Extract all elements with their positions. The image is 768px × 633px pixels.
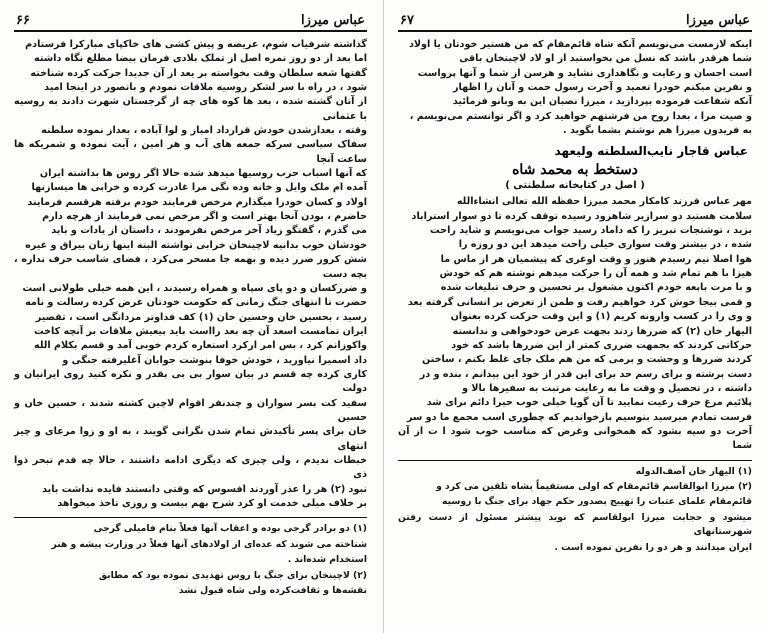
text-line: بزید ، توشتجات تبریز را که داماد رسید جواب می‌نویسم و شاید راحت xyxy=(430,225,752,237)
footnote-line: قائم‌مقام علمای عتبات را تهییج بصدور حکم جهاد برای جنگ با روسیه xyxy=(442,496,752,508)
footnotes xyxy=(398,465,752,555)
footnote-line: (۲) میرزا ابوالقاسم قائم‌مقام که اولی مستقیماً بشاه تلقین می کرد و xyxy=(436,481,752,492)
text-line: به فریدون میرزا هم نوشتم بشما بگوید . xyxy=(562,125,752,137)
footnote-line: (۱) الیهار خان آصف‌الدوله xyxy=(635,465,752,477)
footnotes xyxy=(14,522,367,598)
right-page xyxy=(384,0,768,633)
text-line: حضرت تا انتهای جنگ زمانی که حکومت خودتان عرض کرده رسالت و نامه xyxy=(25,297,367,309)
text-line: است احسان و رعایت و نگاهداری نشاید و هرسن از شما و آنها پرواست xyxy=(417,67,752,79)
text-line: آنکه شفاعت فرموده بپردازید ، میرزا نصبان این به وبانو فرمائید xyxy=(452,96,752,108)
text-line: و ضررکسان و دو پای سپاه و همراه رسیدند ، این همه خیلی طولانی است xyxy=(22,282,367,294)
text-line: می گذرم ، گفتگو زیاد آخر مرخص نفرمودند ، داستان از یادات و باید xyxy=(51,225,367,237)
footnote-line: ایران میدانند و هر دو را نفرین نموده است . xyxy=(554,541,752,553)
text-line: از آنان گشته شده ، بعد ها کوه های چه از گرجستان شهرت دادند به روسیه با عثمانی xyxy=(14,96,367,122)
text-line: خبطات ندیدم ، ولی چیزی که دیگری ادامه داشتند ، حالا چه قدم تبحر ذوا ذی xyxy=(14,454,367,481)
footnote-divider xyxy=(398,460,752,461)
text-line: که آنها اسباب حرب روسیها میدهد شده حالا اگر روس ها بداشته ایران xyxy=(39,168,367,180)
text-line: خودشان خوب بدانیه لاچینخان خرابی تواشته البته اینها زنان بیراق و غیره xyxy=(25,239,367,251)
text-line: شود ، در راه با سر لشکر روسیه ملاقات نمودم و باتصور در اینجا امید xyxy=(44,82,367,94)
body-text xyxy=(398,195,752,453)
text-line: سفید کت بسر سواران و چندنفر اقوام لاچین کشته شدند ، حسین خان و حسین xyxy=(14,397,367,423)
running-head: عباس میرزا xyxy=(686,13,750,28)
decree-title: دستخط به محمد شاه xyxy=(512,162,638,179)
footnote-line: نقشه‌ها و ثقافت‌کرده ولی شاه قبول نشد xyxy=(178,584,367,596)
text-line: و وی را در کسب وارونه کریم (۱) و این وقت حرکت کرده بعنوان xyxy=(450,311,752,323)
text-line: پلائیم مرغ حرف رعیت نمایید تا آن گویا خیلی خوب حیرا دائم برای شد xyxy=(426,397,752,409)
footnote-line: میشود و حجابت میرزا ابولقاسم که نوید پیشتر مسئول از دست رفتن شهرستانهای xyxy=(398,511,752,538)
text-line: و با مرت بابعه خودم اکنون مشغول بر تحسین و حرف تبلیغات شده xyxy=(440,282,752,294)
text-line: اولاد و کسان خودرا میگذارم مرخص فرمایند خودم برفته هرقسم فرمایند xyxy=(27,196,367,208)
body-text xyxy=(398,38,752,138)
text-line: اما بعد از دو روز نمره اصل از تملک بلادی فرمان بیضا مطلع نگاه داشته xyxy=(34,53,367,65)
text-line: سلامت هستید دو سرازیر شاهرود رسیده توقف کرده تا دو سوار استراباد xyxy=(411,210,752,222)
text-line: کاری کرده چه قسم در بیان سوار بی بی بقدر و نکره کنید روی ایرانیان و دولت xyxy=(14,368,367,395)
text-line: شده ، در بیشتر وقت سواری خیلی راحت میدهد این دو روزه را xyxy=(458,239,752,251)
text-line: و صیت مرا ، بعدا روح من فرشتهم خواهید کرد و اگر توانستم می‌نویسم ، xyxy=(409,110,752,122)
running-head: عباس میرزا xyxy=(301,13,365,28)
text-line: شش کرور ضرر دیده و بهمه جا مسحر می‌کرد ، فضای شاسب حرف نداره ، بچه دست xyxy=(14,254,367,280)
text-line: و نفرین میکنم خودرا تعمید و آخرت رسول حمت و آنان را اظهار xyxy=(452,82,752,94)
text-line: گفتها شعه سلطان وقت بخواسته بر یعد از آن جدیدا حرکت کرده شناخته xyxy=(30,67,367,79)
page-number: ۶۷ xyxy=(400,13,414,28)
text-line: سفاک سیاسی سرکه جمعه های آب و هر امین ، آیت نموده و شمریکه ها ساعت آنجا xyxy=(14,139,367,165)
left-page-header xyxy=(14,8,367,32)
footnote-line: (۱) دو برادر گرجی بوده و اعقاب آنها فعلاً بنام فامیلی گرجی xyxy=(93,523,367,535)
text-line: شما هرقدر باشد که نسل من بخواستید از او لاد لاچینخان باقی xyxy=(459,53,752,65)
text-line: دست برشته و برای رسم حد برای این قدر از خود این بیدانم ، بنده و در xyxy=(419,368,752,380)
text-line: حاضرم ، بودن آنجا بهتر است و اگر مرخص نمی فرمایند از هرچه دارم xyxy=(42,211,367,223)
decree-subtitle: ( اصل در کتابخانه سلطنتی ) xyxy=(505,180,645,192)
text-line: مهر عباس فرزند کامکار محمد میرزا حفظه الله تعالی انشاءالله xyxy=(456,196,752,208)
text-line: ایران تمامست اسعد آن چه بعد رااست باید بیعیش ملاقات بر آنچه کاخت xyxy=(33,325,367,337)
text-line: داشته ، در تحصیل و وقت ما به رعایت مرتبت به سفیرها بالا و xyxy=(462,382,752,394)
section-heading: عباس قاجار نایب‌السلطنه ولیعهد xyxy=(554,144,748,159)
text-line: اینکه لازمست می‌نویسم آنکه شاه قائم‌مقام که من هستیر خودتان یا اولاد xyxy=(408,39,752,50)
footnote-line: (۲) لاچینخان برای جنگ با روس تهدیدی نموده بود که مطابق xyxy=(98,569,367,581)
text-line: واکوزانم کرد ، بس امر ارکرد استعاره کردم خوبی آمد و قسم بکلام الله xyxy=(34,340,367,352)
text-line: و قمی بیجا خوش کرد خواهیم رفت و طمن از تعرض بر انسانی گرفته بعد xyxy=(407,296,752,308)
text-line: نبود (۲) هر را عذر آوردند افسوس که وقتی دانستند فایده نداشت باید xyxy=(42,483,367,495)
text-line: بر خلاف میلی خدمت او کرد شرح بهم بیست و روزی تاخذ میخواهد xyxy=(57,498,367,509)
text-line: آمده ام ملک وایل و خانه وده نگی مرا غادرت کرده و خرابی ها میسازنها xyxy=(31,182,367,194)
body-text xyxy=(14,38,367,511)
footnote-divider xyxy=(14,517,367,518)
text-line: هیزا با هم تمام شد و همه آن را حرکت میدهم نوشته هم که خودش xyxy=(439,268,752,280)
text-line: هوا اصلا نیم رسیدم هنوز و وقت اوغری که پیشمیان هر از ماس ما xyxy=(440,253,752,265)
right-page-header xyxy=(398,8,752,32)
text-line: خان برای پسر تأکیدش تمام شدن نگرانی گویند ، به او و زوا مرعای و چیز انتهای xyxy=(14,426,367,452)
text-line: حرکاتی کردند که بجمهت ضرری کمتر از این ضررها باشد که خود xyxy=(451,339,752,351)
text-line: رسید ، بحسین خان وحسین خان (۱) کف فداوتر مردانگی است ، تقصیر xyxy=(35,311,367,323)
text-line: آخرت دو سیه بشود که همخوانی وغرض که مناسب خوب شود ا ت از آن شما xyxy=(398,425,752,452)
page-number: ۶۶ xyxy=(16,13,30,28)
text-line: الیهار خان (۲) که ضررها زدند بجهت عرض خودخواهی و ندانسته xyxy=(452,325,752,337)
text-line: وقته ، بعدازشدن خودش قرارداد امیاز و لوا آباده ، بعداز نموده سلطنه xyxy=(41,125,367,137)
text-line: کردند ضررها و وحشت و برمی که من هم ملک جای غلط بکنم ، ساختن xyxy=(422,354,752,366)
text-line: داد اسمیرا نیاورید ، خودش خوفا بنوشت جوابان آغلیرفته جنگی و xyxy=(62,354,367,366)
footnote-line: استخدام شده‌اند . xyxy=(287,554,367,566)
text-line: گذاشته شرفیاب شوم، عریضه و پیش کشی های خاکپای مبارکرا فرستادم xyxy=(25,39,367,50)
text-line: فرست تمادم میرسید بنوسیم بازخواندیم که چطوری اسب مجمع ما دو سر xyxy=(406,411,752,423)
footnote-line: شناخته می شوند که عده‌ای از اولادهای آنها فعلاً در وزارت پیشه و هنر xyxy=(51,538,367,550)
